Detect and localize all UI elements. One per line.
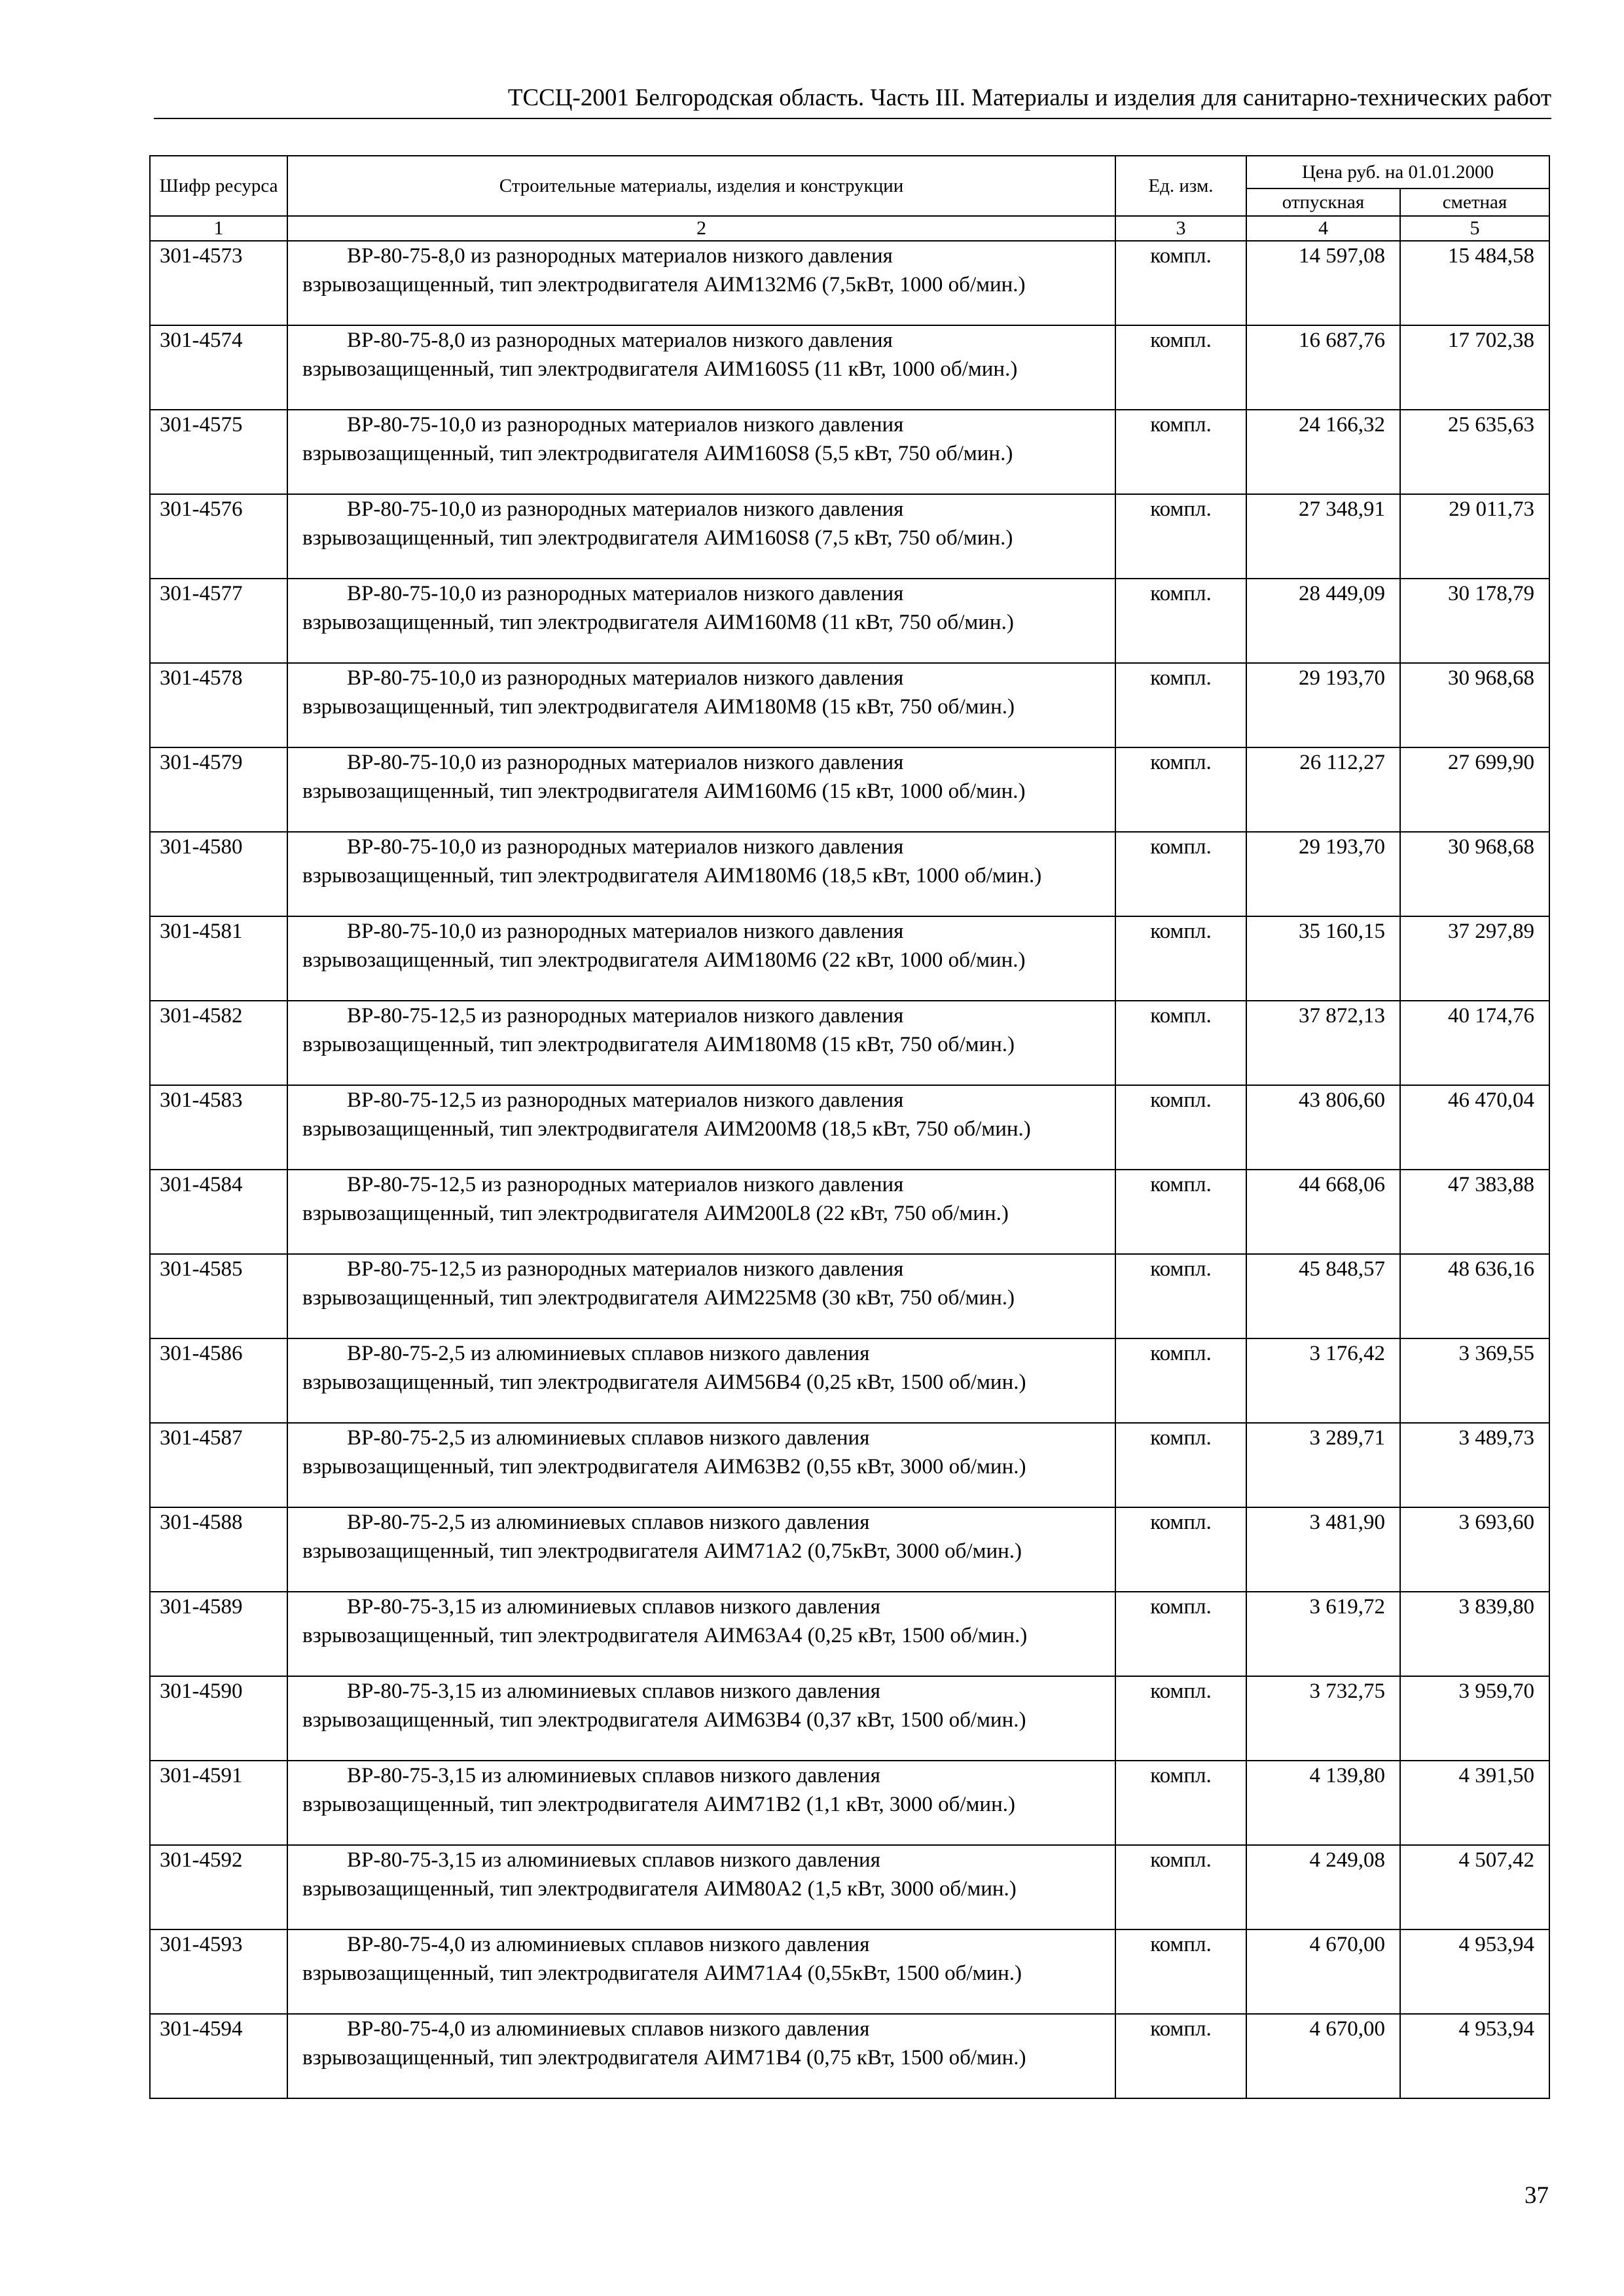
- description-first-line: ВР-80-75-10,0 из разнородных материалов низкого давления: [347, 666, 904, 690]
- resource-code: 301-4591: [150, 1761, 287, 1845]
- estimate-price: 4 391,50: [1400, 1761, 1549, 1845]
- column-number: 5: [1400, 216, 1549, 241]
- material-description: [287, 832, 1115, 916]
- unit-of-measure: компл.: [1115, 2014, 1246, 2098]
- unit-of-measure: компл.: [1115, 410, 1246, 494]
- estimate-price: 47 383,88: [1400, 1170, 1549, 1254]
- wholesale-price: 3 481,90: [1246, 1507, 1400, 1592]
- resource-code: 301-4581: [150, 916, 287, 1001]
- resource-code: 301-4580: [150, 832, 287, 916]
- description-first-line: ВР-80-75-3,15 из алюминиевых сплавов низкого давления: [347, 1848, 880, 1872]
- estimate-price: 30 968,68: [1400, 663, 1549, 747]
- description-first-line: ВР-80-75-10,0 из разнородных материалов низкого давления: [347, 497, 904, 521]
- material-description: [287, 1676, 1115, 1761]
- estimate-price: 3 489,73: [1400, 1423, 1549, 1507]
- description-continuation: взрывозащищенный, тип электродвигателя АИМ160М8 (11 кВт, 750 об/мин.): [302, 611, 1014, 634]
- wholesale-price: 27 348,91: [1246, 494, 1400, 579]
- estimate-price: 48 636,16: [1400, 1254, 1549, 1338]
- estimate-price: 4 507,42: [1400, 1845, 1549, 1929]
- column-header-description: Строительные материалы, изделия и конструкции: [287, 156, 1115, 216]
- column-header-estimate-price: сметная: [1400, 188, 1549, 216]
- description-first-line: ВР-80-75-10,0 из разнородных материалов низкого давления: [347, 413, 904, 437]
- wholesale-price: 43 806,60: [1246, 1085, 1400, 1170]
- wholesale-price: 4 249,08: [1246, 1845, 1400, 1929]
- description-continuation: взрывозащищенный, тип электродвигателя АИМ132М6 (7,5кВт, 1000 об/мин.): [302, 273, 1026, 296]
- material-description: [287, 1507, 1115, 1592]
- estimate-price: 25 635,63: [1400, 410, 1549, 494]
- estimate-price: 29 011,73: [1400, 494, 1549, 579]
- resource-code: 301-4582: [150, 1001, 287, 1085]
- description-first-line: ВР-80-75-8,0 из разнородных материалов низкого давления: [347, 244, 893, 268]
- resource-code: 301-4577: [150, 579, 287, 663]
- description-first-line: ВР-80-75-4,0 из алюминиевых сплавов низкого давления: [347, 2017, 870, 2041]
- description-first-line: ВР-80-75-4,0 из алюминиевых сплавов низкого давления: [347, 1933, 870, 1956]
- resource-code: 301-4585: [150, 1254, 287, 1338]
- description-continuation: взрывозащищенный, тип электродвигателя АИМ160S8 (7,5 кВт, 750 об/мин.): [302, 526, 1013, 550]
- description-first-line: ВР-80-75-8,0 из разнородных материалов низкого давления: [347, 329, 893, 352]
- estimate-price: 37 297,89: [1400, 916, 1549, 1001]
- wholesale-price: 29 193,70: [1246, 663, 1400, 747]
- description-continuation: взрывозащищенный, тип электродвигателя АИМ180М6 (22 кВт, 1000 об/мин.): [302, 948, 1026, 972]
- price-table: [149, 155, 1550, 2099]
- unit-of-measure: компл.: [1115, 1929, 1246, 2014]
- wholesale-price: 14 597,08: [1246, 241, 1400, 325]
- resource-code: 301-4573: [150, 241, 287, 325]
- material-description: [287, 916, 1115, 1001]
- description-first-line: ВР-80-75-10,0 из разнородных материалов низкого давления: [347, 835, 904, 859]
- table-row: [150, 2014, 1549, 2098]
- description-first-line: ВР-80-75-12,5 из разнородных материалов низкого давления: [347, 1173, 904, 1196]
- estimate-price: 17 702,38: [1400, 325, 1549, 410]
- page-header: ТССЦ-2001 Белгородская область. Часть III. Материалы и изделия для санитарно-технических работ: [154, 79, 1551, 119]
- unit-of-measure: компл.: [1115, 1592, 1246, 1676]
- table-row: [150, 494, 1549, 579]
- estimate-price: 3 369,55: [1400, 1338, 1549, 1423]
- resource-code: 301-4575: [150, 410, 287, 494]
- estimate-price: 15 484,58: [1400, 241, 1549, 325]
- resource-code: 301-4588: [150, 1507, 287, 1592]
- estimate-price: 4 953,94: [1400, 2014, 1549, 2098]
- wholesale-price: 3 619,72: [1246, 1592, 1400, 1676]
- table-row: [150, 1085, 1549, 1170]
- unit-of-measure: компл.: [1115, 325, 1246, 410]
- page-number: 37: [1525, 2182, 1549, 2209]
- wholesale-price: 35 160,15: [1246, 916, 1400, 1001]
- description-continuation: взрывозащищенный, тип электродвигателя АИМ71В4 (0,75 кВт, 1500 об/мин.): [302, 2046, 1026, 2070]
- material-description: [287, 494, 1115, 579]
- wholesale-price: 3 289,71: [1246, 1423, 1400, 1507]
- description-continuation: взрывозащищенный, тип электродвигателя АИМ63В2 (0,55 кВт, 3000 об/мин.): [302, 1455, 1026, 1479]
- material-description: [287, 663, 1115, 747]
- unit-of-measure: компл.: [1115, 1845, 1246, 1929]
- table-row: [150, 1338, 1549, 1423]
- description-first-line: ВР-80-75-10,0 из разнородных материалов низкого давления: [347, 582, 904, 605]
- material-description: [287, 325, 1115, 410]
- wholesale-price: 29 193,70: [1246, 832, 1400, 916]
- description-continuation: взрывозащищенный, тип электродвигателя АИМ71А2 (0,75кВт, 3000 об/мин.): [302, 1539, 1022, 1563]
- description-first-line: ВР-80-75-10,0 из разнородных материалов низкого давления: [347, 920, 904, 943]
- estimate-price: 30 178,79: [1400, 579, 1549, 663]
- wholesale-price: 16 687,76: [1246, 325, 1400, 410]
- unit-of-measure: компл.: [1115, 832, 1246, 916]
- resource-code: 301-4579: [150, 747, 287, 832]
- wholesale-price: 26 112,27: [1246, 747, 1400, 832]
- wholesale-price: 24 166,32: [1246, 410, 1400, 494]
- material-description: [287, 1761, 1115, 1845]
- wholesale-price: 28 449,09: [1246, 579, 1400, 663]
- unit-of-measure: компл.: [1115, 241, 1246, 325]
- estimate-price: 3 693,60: [1400, 1507, 1549, 1592]
- description-first-line: ВР-80-75-3,15 из алюминиевых сплавов низкого давления: [347, 1679, 880, 1703]
- material-description: [287, 1170, 1115, 1254]
- wholesale-price: 4 670,00: [1246, 1929, 1400, 2014]
- description-continuation: взрывозащищенный, тип электродвигателя АИМ71А4 (0,55кВт, 1500 об/мин.): [302, 1962, 1022, 1985]
- estimate-price: 4 953,94: [1400, 1929, 1549, 2014]
- description-first-line: ВР-80-75-10,0 из разнородных материалов низкого давления: [347, 751, 904, 774]
- unit-of-measure: компл.: [1115, 1254, 1246, 1338]
- resource-code: 301-4584: [150, 1170, 287, 1254]
- table-row: [150, 1761, 1549, 1845]
- material-description: [287, 1592, 1115, 1676]
- description-continuation: взрывозащищенный, тип электродвигателя АИМ160S5 (11 кВт, 1000 об/мин.): [302, 357, 1018, 381]
- description-first-line: ВР-80-75-2,5 из алюминиевых сплавов низкого давления: [347, 1426, 870, 1450]
- table-row: [150, 325, 1549, 410]
- column-number: 2: [287, 216, 1115, 241]
- unit-of-measure: компл.: [1115, 1423, 1246, 1507]
- resource-code: 301-4589: [150, 1592, 287, 1676]
- description-continuation: взрывозащищенный, тип электродвигателя АИМ80А2 (1,5 кВт, 3000 об/мин.): [302, 1877, 1017, 1901]
- description-continuation: взрывозащищенный, тип электродвигателя АИМ180М8 (15 кВт, 750 об/мин.): [302, 695, 1015, 719]
- wholesale-price: 45 848,57: [1246, 1254, 1400, 1338]
- description-continuation: взрывозащищенный, тип электродвигателя АИМ200М8 (18,5 кВт, 750 об/мин.): [302, 1117, 1031, 1141]
- material-description: [287, 1929, 1115, 2014]
- description-first-line: ВР-80-75-12,5 из разнородных материалов низкого давления: [347, 1088, 904, 1112]
- resource-code: 301-4576: [150, 494, 287, 579]
- unit-of-measure: компл.: [1115, 916, 1246, 1001]
- wholesale-price: 4 670,00: [1246, 2014, 1400, 2098]
- wholesale-price: 4 139,80: [1246, 1761, 1400, 1845]
- table-row: [150, 1507, 1549, 1592]
- material-description: [287, 747, 1115, 832]
- description-continuation: взрывозащищенный, тип электродвигателя АИМ225М8 (30 кВт, 750 об/мин.): [302, 1286, 1015, 1310]
- column-number: 1: [150, 216, 287, 241]
- unit-of-measure: компл.: [1115, 1338, 1246, 1423]
- resource-code: 301-4578: [150, 663, 287, 747]
- estimate-price: 27 699,90: [1400, 747, 1549, 832]
- material-description: [287, 241, 1115, 325]
- estimate-price: 3 839,80: [1400, 1592, 1549, 1676]
- table-row: [150, 1845, 1549, 1929]
- resource-code: 301-4587: [150, 1423, 287, 1507]
- description-first-line: ВР-80-75-3,15 из алюминиевых сплавов низкого давления: [347, 1764, 880, 1787]
- description-continuation: взрывозащищенный, тип электродвигателя АИМ56В4 (0,25 кВт, 1500 об/мин.): [302, 1371, 1026, 1394]
- material-description: [287, 1338, 1115, 1423]
- description-continuation: взрывозащищенный, тип электродвигателя АИМ180М6 (18,5 кВт, 1000 об/мин.): [302, 864, 1042, 888]
- table-row: [150, 1001, 1549, 1085]
- table-row: [150, 579, 1549, 663]
- table-row: [150, 1929, 1549, 2014]
- table-row: [150, 1592, 1549, 1676]
- description-continuation: взрывозащищенный, тип электродвигателя АИМ63В4 (0,37 кВт, 1500 об/мин.): [302, 1708, 1026, 1732]
- table-row: [150, 832, 1549, 916]
- table-row: [150, 241, 1549, 325]
- description-continuation: взрывозащищенный, тип электродвигателя АИМ63А4 (0,25 кВт, 1500 об/мин.): [302, 1624, 1028, 1647]
- column-number: 3: [1115, 216, 1246, 241]
- material-description: [287, 410, 1115, 494]
- unit-of-measure: компл.: [1115, 1170, 1246, 1254]
- table-row: [150, 1423, 1549, 1507]
- description-continuation: взрывозащищенный, тип электродвигателя АИМ71В2 (1,1 кВт, 3000 об/мин.): [302, 1793, 1015, 1816]
- material-description: [287, 1085, 1115, 1170]
- resource-code: 301-4574: [150, 325, 287, 410]
- wholesale-price: 37 872,13: [1246, 1001, 1400, 1085]
- resource-code: 301-4583: [150, 1085, 287, 1170]
- unit-of-measure: компл.: [1115, 1761, 1246, 1845]
- wholesale-price: 3 176,42: [1246, 1338, 1400, 1423]
- resource-code: 301-4592: [150, 1845, 287, 1929]
- description-first-line: ВР-80-75-12,5 из разнородных материалов низкого давления: [347, 1004, 904, 1028]
- estimate-price: 46 470,04: [1400, 1085, 1549, 1170]
- material-description: [287, 579, 1115, 663]
- table-row: [150, 747, 1549, 832]
- material-description: [287, 1845, 1115, 1929]
- table-row: [150, 663, 1549, 747]
- unit-of-measure: компл.: [1115, 579, 1246, 663]
- unit-of-measure: компл.: [1115, 494, 1246, 579]
- table-row: [150, 410, 1549, 494]
- description-first-line: ВР-80-75-12,5 из разнородных материалов низкого давления: [347, 1257, 904, 1281]
- material-description: [287, 2014, 1115, 2098]
- unit-of-measure: компл.: [1115, 663, 1246, 747]
- column-header-wholesale-price: отпускная: [1246, 188, 1400, 216]
- column-header-unit: Ед. изм.: [1115, 156, 1246, 216]
- description-continuation: взрывозащищенный, тип электродвигателя АИМ200L8 (22 кВт, 750 об/мин.): [302, 1202, 1009, 1225]
- description-first-line: ВР-80-75-3,15 из алюминиевых сплавов низкого давления: [347, 1595, 880, 1619]
- table-row: [150, 1170, 1549, 1254]
- material-description: [287, 1254, 1115, 1338]
- resource-code: 301-4590: [150, 1676, 287, 1761]
- unit-of-measure: компл.: [1115, 1507, 1246, 1592]
- unit-of-measure: компл.: [1115, 747, 1246, 832]
- column-header-price-group: Цена руб. на 01.01.2000: [1246, 156, 1549, 188]
- description-first-line: ВР-80-75-2,5 из алюминиевых сплавов низкого давления: [347, 1511, 870, 1534]
- resource-code: 301-4593: [150, 1929, 287, 2014]
- resource-code: 301-4594: [150, 2014, 287, 2098]
- unit-of-measure: компл.: [1115, 1085, 1246, 1170]
- unit-of-measure: компл.: [1115, 1001, 1246, 1085]
- description-continuation: взрывозащищенный, тип электродвигателя АИМ160S8 (5,5 кВт, 750 об/мин.): [302, 442, 1013, 465]
- resource-code: 301-4586: [150, 1338, 287, 1423]
- column-number: 4: [1246, 216, 1400, 241]
- description-continuation: взрывозащищенный, тип электродвигателя АИМ160М6 (15 кВт, 1000 об/мин.): [302, 780, 1026, 803]
- description-continuation: взрывозащищенный, тип электродвигателя АИМ180М8 (15 кВт, 750 об/мин.): [302, 1033, 1015, 1056]
- estimate-price: 3 959,70: [1400, 1676, 1549, 1761]
- table-row: [150, 1676, 1549, 1761]
- table-row: [150, 916, 1549, 1001]
- unit-of-measure: компл.: [1115, 1676, 1246, 1761]
- wholesale-price: 3 732,75: [1246, 1676, 1400, 1761]
- description-first-line: ВР-80-75-2,5 из алюминиевых сплавов низкого давления: [347, 1342, 870, 1365]
- estimate-price: 40 174,76: [1400, 1001, 1549, 1085]
- table-body: [150, 241, 1549, 2098]
- column-header-code: Шифр ресурса: [150, 156, 287, 216]
- table-row: [150, 1254, 1549, 1338]
- material-description: [287, 1001, 1115, 1085]
- estimate-price: 30 968,68: [1400, 832, 1549, 916]
- wholesale-price: 44 668,06: [1246, 1170, 1400, 1254]
- material-description: [287, 1423, 1115, 1507]
